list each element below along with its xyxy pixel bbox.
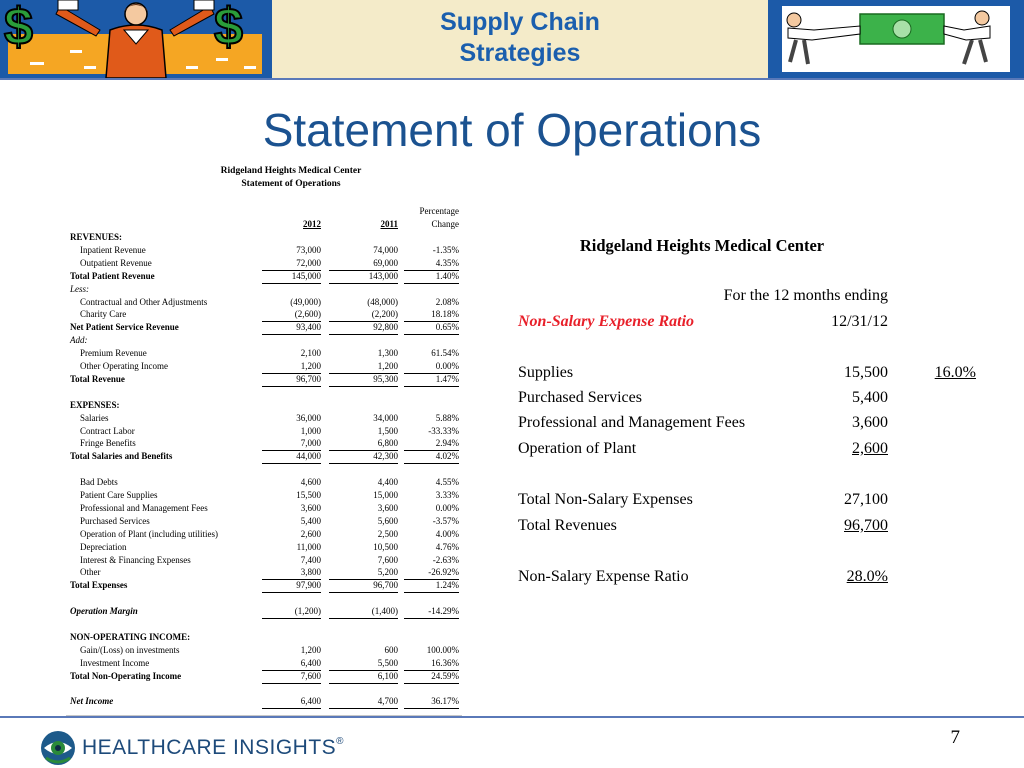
statement-org-name: Ridgeland Heights Medical Center: [220, 166, 362, 176]
statement-row: [66, 476, 462, 489]
statement-row-pct-change: 4.55%: [435, 477, 459, 488]
total-revenues-label: Total Revenues: [518, 517, 617, 534]
statement-row-value-2012: 7,400: [300, 554, 321, 565]
statement-row-value-2011: 1,300: [377, 348, 398, 359]
ratio-date: 12/31/12: [831, 313, 888, 330]
statement-row-value-2012: 2,100: [300, 348, 321, 359]
statement-row-label: Operation of Plant (including utilities): [80, 528, 218, 539]
statement-row: [66, 657, 462, 670]
statement-row-pct-change: 100.00%: [426, 644, 459, 655]
header-title: [272, 7, 768, 69]
statement-row: [66, 399, 462, 412]
statement-row: [66, 463, 462, 476]
statement-row-value-2011: 6,800: [329, 437, 398, 451]
header-title-line1: Supply Chain: [440, 8, 600, 36]
statement-row: [66, 450, 462, 463]
statement-row-value-2011: (48,000): [367, 296, 398, 307]
statement-row: [66, 592, 462, 605]
statement-row: [66, 373, 462, 386]
logo-text-name: HEALTHCARE INSIGHTS: [82, 736, 337, 759]
statement-row-pct-change: 24.59%: [404, 670, 459, 684]
ratio-item-row: [500, 412, 1000, 434]
statement-row-pct-change: -1.35%: [432, 244, 459, 255]
statement-row-pct-change: -33.33%: [428, 425, 459, 436]
svg-text:$: $: [4, 0, 33, 56]
statement-row: [66, 334, 462, 347]
statement-row-value-2012: 1,000: [300, 425, 321, 436]
header-divider: [0, 78, 1024, 80]
statement-row-pct-change: 5.88%: [435, 412, 459, 423]
header-illustration-left: [0, 0, 272, 78]
ratio-result-row: [500, 566, 1000, 588]
statement-row: [66, 670, 462, 683]
statement-row: [66, 502, 462, 515]
ratio-item-row: [500, 387, 1000, 409]
statement-row-value-2011: 5,200: [329, 566, 398, 580]
ratio-item-row: [500, 438, 1000, 460]
statement-row-label: Add:: [70, 335, 88, 346]
statement-row-value-2011: 3,600: [377, 502, 398, 513]
statement-row-value-2011: 95,300: [329, 373, 398, 387]
statement-row-pct-change: 4.35%: [404, 257, 459, 271]
header-title-line2: Strategies: [459, 39, 581, 67]
statement-row: [66, 554, 462, 567]
header-banner: [0, 0, 1024, 78]
statement-row-value-2012: 1,200: [300, 644, 321, 655]
statement-row: [66, 283, 462, 296]
statement-row-value-2011: 1,200: [329, 360, 398, 374]
ratio-total-nonsalary-row: [500, 489, 1000, 511]
statement-row: [66, 425, 462, 438]
statement-row-value-2012: 72,000: [262, 257, 321, 271]
statement-row-label: Total Non-Operating Income: [70, 670, 182, 681]
statement-row-value-2011: 2,500: [377, 528, 398, 539]
statement-row-value-2011: 92,800: [329, 321, 398, 335]
statement-row: [66, 528, 462, 541]
statement-row-value-2012: (2,600): [262, 308, 321, 322]
statement-row-value-2012: 44,000: [262, 450, 321, 464]
statement-row-value-2012: 97,900: [262, 579, 321, 593]
statement-row: [66, 566, 462, 579]
statement-row-label: Investment Income: [80, 657, 150, 668]
statement-row-value-2012: 96,700: [262, 373, 321, 387]
statement-row-label: Total Revenue: [70, 373, 125, 384]
statement-row-value-2011: 4,400: [377, 477, 398, 488]
statement-row-value-2012: 36,000: [296, 412, 321, 423]
statement-row: [66, 489, 462, 502]
statement-row-pct-change: -26.92%: [404, 566, 459, 580]
statement-row-label: Operation Margin: [70, 606, 138, 617]
statement-row-value-2012: 6,400: [262, 657, 321, 671]
statement-row-pct-change: 0.00%: [435, 502, 459, 513]
statement-row-label: EXPENSES:: [70, 399, 120, 410]
statement-row-label: Fringe Benefits: [80, 438, 136, 449]
statement-row-label: Professional and Management Fees: [80, 502, 208, 513]
ratio-table: [500, 230, 1000, 600]
statement-row: [66, 515, 462, 528]
ratio-item-label: Operation of Plant: [518, 440, 637, 457]
statement-row: [66, 386, 462, 399]
statement-row-value-2011: (2,200): [329, 308, 398, 322]
statement-row-pct-change: 4.00%: [435, 528, 459, 539]
statement-row: [66, 631, 462, 644]
statement-row-pct-change: -3.57%: [432, 515, 459, 526]
statement-table: [66, 166, 462, 716]
statement-row-value-2011: 42,300: [329, 450, 398, 464]
statement-row-label: Total Patient Revenue: [70, 270, 155, 281]
statement-row-value-2011: 74,000: [373, 244, 398, 255]
statement-row-value-2011: 69,000: [329, 257, 398, 271]
ratio-total-revenues-row: [500, 515, 1000, 537]
logo-registered-mark: ®: [336, 736, 345, 747]
statement-row-pct-change: 4.02%: [404, 450, 459, 464]
statement-row-label: Purchased Services: [80, 515, 150, 526]
ratio-item-row: [500, 362, 1000, 384]
ratio-title-row: [500, 311, 1000, 333]
ratio-period-label: For the 12 months ending: [723, 287, 888, 304]
statement-subtitle: Statement of Operations: [241, 179, 341, 189]
col-2012-label: 2012: [303, 219, 321, 229]
statement-row: [66, 296, 462, 309]
ratio-item-value: 2,600: [852, 440, 888, 457]
statement-row-label: Contractual and Other Adjustments: [80, 296, 208, 307]
statement-row-value-2011: 15,000: [373, 490, 398, 500]
statement-row-pct-change: 18.18%: [404, 308, 459, 322]
statement-row-value-2012: 11,000: [296, 541, 321, 552]
statement-row-label: Charity Care: [80, 309, 127, 320]
statement-row: [66, 244, 462, 257]
statement-row: [66, 605, 462, 618]
tug-of-war-money-icon: [768, 0, 1024, 78]
statement-row: [66, 257, 462, 270]
statement-row-label: Less:: [70, 283, 90, 294]
money-person-icon: [0, 0, 272, 78]
statement-row-pct-change: 36.17%: [404, 695, 459, 709]
statement-row-label: Other: [80, 567, 101, 578]
total-nonsalary-value: 27,100: [844, 491, 888, 508]
ratio-result-label: Non-Salary Expense Ratio: [518, 568, 689, 585]
statement-header-row-2: [66, 218, 462, 231]
statement-row-value-2011: 10,500: [373, 541, 398, 552]
page-number: 7: [950, 727, 960, 748]
statement-row: [66, 321, 462, 334]
statement-row-value-2012: 15,500: [296, 490, 321, 500]
healthcare-insights-logo: [40, 730, 345, 766]
statement-row-value-2011: 34,000: [373, 412, 398, 423]
statement-row-value-2012: 6,400: [262, 695, 321, 709]
statement-row-pct-change: -2.63%: [432, 554, 459, 565]
total-revenues-value: 96,700: [844, 517, 888, 534]
statement-row-label: Total Salaries and Benefits: [70, 451, 173, 462]
ratio-item-value: 15,500: [844, 364, 888, 381]
statement-row-label: Premium Revenue: [80, 348, 147, 359]
statement-row-value-2012: 7,600: [262, 670, 321, 684]
statement-row-value-2011: 5,600: [377, 515, 398, 526]
col-2011-label: 2011: [380, 219, 398, 229]
statement-row-label: Inpatient Revenue: [80, 244, 146, 255]
statement-row-pct-change: 1.24%: [404, 579, 459, 593]
statement-row-label: Gain/(Loss) on investments: [80, 644, 180, 655]
statement-row-label: Depreciation: [80, 541, 127, 552]
statement-row-value-2012: 2,600: [300, 528, 321, 539]
statement-row-pct-change: 2.94%: [404, 437, 459, 451]
statement-row-pct-change: 1.47%: [404, 373, 459, 387]
statement-row-value-2012: 4,600: [300, 477, 321, 488]
statement-row-label: Net Patient Service Revenue: [70, 322, 179, 333]
ratio-item-label: Supplies: [518, 364, 574, 381]
statement-row-value-2011: 96,700: [329, 579, 398, 593]
statement-row-value-2012: 3,600: [300, 502, 321, 513]
ratio-item-value: 5,400: [852, 389, 888, 406]
statement-row-value-2011: 6,100: [329, 670, 398, 684]
statement-row: [66, 695, 462, 708]
statement-row-value-2012: 145,000: [262, 270, 321, 284]
statement-row-value-2012: 7,000: [262, 437, 321, 451]
header-title-panel: [272, 0, 768, 78]
ratio-item-pct: 16.0%: [934, 364, 976, 381]
statement-row-pct-change: 1.40%: [404, 270, 459, 284]
statement-row-value-2012: 93,400: [262, 321, 321, 335]
statement-row-value-2012: 1,200: [262, 360, 321, 374]
statement-row-pct-change: 16.36%: [404, 657, 459, 671]
statement-row: [66, 618, 462, 631]
statement-row-pct-change: 4.76%: [435, 541, 459, 552]
statement-row-pct-change: -14.29%: [404, 605, 459, 619]
statement-row: [66, 437, 462, 450]
statement-row-label: Other Operating Income: [80, 361, 168, 371]
statement-row-pct-change: 3.33%: [435, 490, 459, 500]
statement-row: [66, 231, 462, 244]
statement-row-label: NON-OPERATING INCOME:: [70, 631, 191, 642]
statement-row: [66, 360, 462, 373]
statement-row-value-2012: 3,800: [262, 566, 321, 580]
statement-row-label: Contract Labor: [80, 425, 135, 436]
statement-row-label: Patient Care Supplies: [80, 490, 158, 500]
statement-row-label: REVENUES:: [70, 232, 123, 242]
svg-text:$: $: [214, 0, 243, 56]
statement-row: [66, 412, 462, 425]
logo-text: [82, 736, 344, 760]
ratio-item-label: Purchased Services: [518, 389, 642, 406]
statement-header-row-1: [66, 205, 462, 218]
statement-row-value-2011: (1,400): [329, 605, 398, 619]
statement-row-label: Salaries: [80, 412, 109, 423]
statement-row: [66, 347, 462, 360]
statement-row-label: Bad Debts: [80, 477, 118, 488]
col-percentage-label: Percentage: [419, 206, 459, 216]
ratio-result-value: 28.0%: [846, 568, 888, 585]
statement-row: [66, 541, 462, 554]
statement-row-value-2011: 600: [384, 644, 398, 655]
header-illustration-right: [768, 0, 1024, 78]
statement-row-label: Total Expenses: [70, 580, 128, 591]
statement-row-label: Interest & Financing Expenses: [80, 554, 191, 565]
statement-row-value-2012: (1,200): [262, 605, 321, 619]
ratio-org-name: Ridgeland Heights Medical Center: [579, 236, 825, 255]
ratio-item-label: Professional and Management Fees: [518, 414, 746, 431]
statement-row: [66, 308, 462, 321]
slide-title: Statement of Operations: [262, 104, 762, 156]
statement-row-value-2012: 5,400: [300, 515, 321, 526]
statement-row-pct-change: 2.08%: [435, 296, 459, 307]
footer-divider: [0, 716, 1024, 718]
ratio-item-value: 3,600: [852, 414, 888, 431]
statement-row-value-2012: (49,000): [290, 296, 321, 307]
statement-row: [66, 683, 462, 696]
statement-row-pct-change: 0.00%: [404, 360, 459, 374]
statement-row: [66, 579, 462, 592]
statement-row: [66, 644, 462, 657]
statement-row-value-2011: 1,500: [377, 425, 398, 436]
statement-row-pct-change: 61.54%: [431, 348, 459, 359]
statement-row-label: Outpatient Revenue: [80, 257, 152, 268]
eye-logo-icon: [40, 730, 78, 766]
statement-row-value-2011: 5,500: [329, 657, 398, 671]
statement-row-label: Net Income: [70, 696, 114, 707]
statement-row-value-2011: 143,000: [329, 270, 398, 284]
statement-row: [66, 270, 462, 283]
statement-row-value-2012: 73,000: [296, 244, 321, 255]
statement-row-pct-change: 0.65%: [404, 321, 459, 335]
col-change-label: Change: [431, 219, 459, 229]
ratio-title: Non-Salary Expense Ratio: [518, 313, 695, 330]
total-nonsalary-label: Total Non-Salary Expenses: [518, 491, 693, 508]
statement-row-value-2011: 4,700: [329, 695, 398, 709]
statement-row-value-2011: 7,600: [377, 554, 398, 565]
